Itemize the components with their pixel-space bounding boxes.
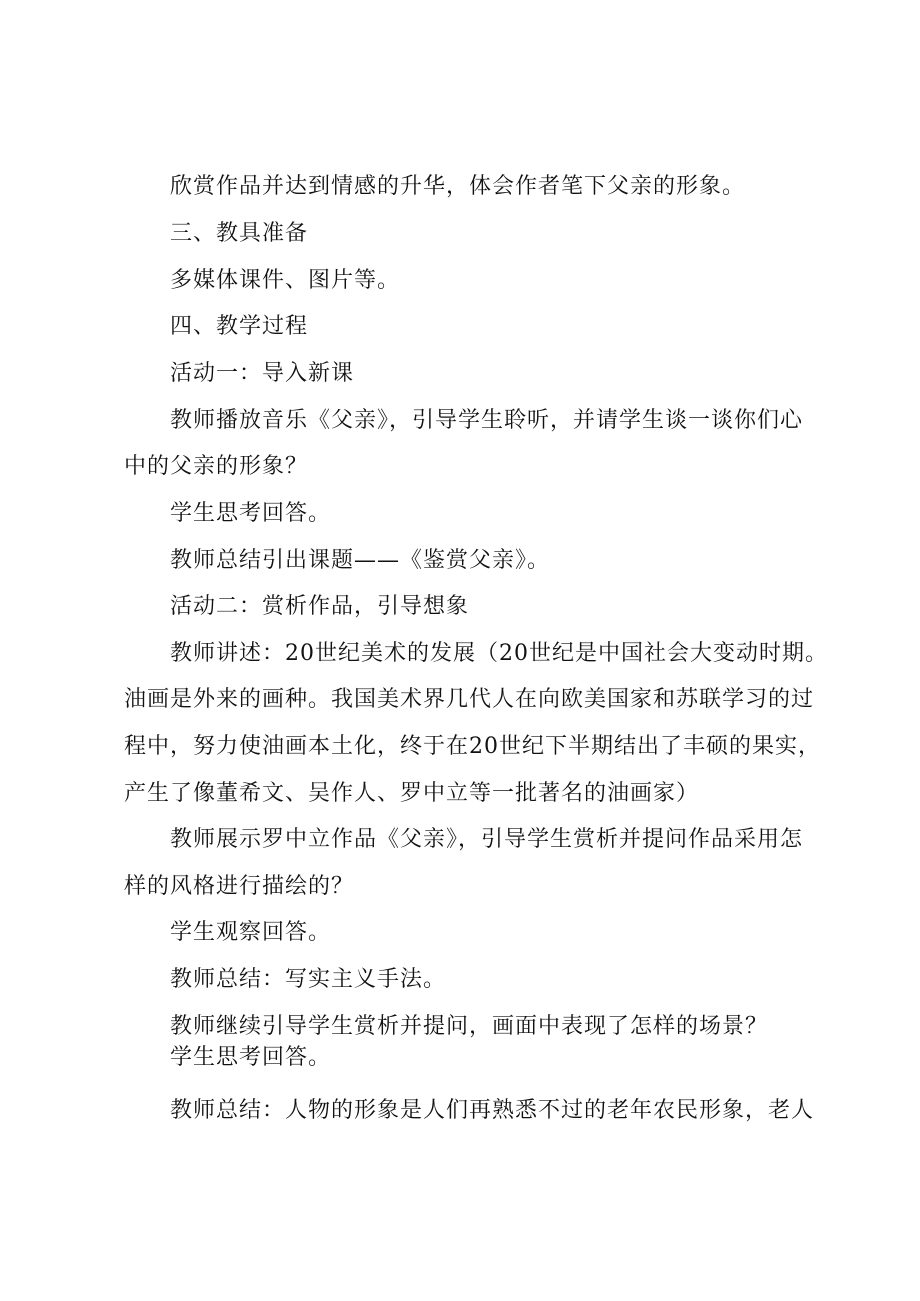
activity-heading-1: 活动一：导入新课 bbox=[170, 361, 355, 386]
paragraph-line: 程中，努力使油画本土化，终于在20世纪下半期结出了丰硕的果实， bbox=[124, 734, 821, 759]
section-heading-teaching-process: 四、教学过程 bbox=[170, 314, 309, 339]
paragraph-line: 欣赏作品并达到情感的升华，体会作者笔下父亲的形象。 bbox=[170, 174, 746, 199]
section-heading-teaching-aids: 三、教具准备 bbox=[170, 221, 309, 246]
paragraph-line: 油画是外来的画种。我国美术界几代人在向欧美国家和苏联学习的过 bbox=[124, 687, 815, 712]
activity-heading-2: 活动二：赏析作品，引导想象 bbox=[170, 594, 470, 619]
paragraph-line: 产生了像董希文、吴作人、罗中立等一批著名的油画家） bbox=[124, 781, 700, 806]
paragraph-line: 样的风格进行描绘的？ bbox=[124, 874, 355, 899]
paragraph-line: 学生思考回答。 bbox=[170, 1045, 332, 1070]
paragraph-line: 教师总结：人物的形象是人们再熟悉不过的老年农民形象，老人 bbox=[170, 1098, 815, 1123]
paragraph-line: 多媒体课件、图片等。 bbox=[170, 268, 401, 293]
paragraph-line: 教师讲述：20世纪美术的发展（20世纪是中国社会大变动时期。 bbox=[170, 641, 828, 666]
paragraph-line: 教师总结引出课题——《鉴赏父亲》。 bbox=[170, 548, 551, 573]
paragraph-line: 学生观察回答。 bbox=[170, 920, 332, 945]
paragraph-line: 教师展示罗中立作品《父亲》，引导学生赏析并提问作品采用怎 bbox=[170, 827, 804, 852]
paragraph-line: 中的父亲的形象？ bbox=[124, 454, 309, 479]
paragraph-line: 教师总结：写实主义手法。 bbox=[170, 967, 447, 992]
paragraph-line: 教师播放音乐《父亲》，引导学生聆听，并请学生谈一谈你们心 bbox=[170, 408, 804, 433]
paragraph-line: 学生思考回答。 bbox=[170, 501, 332, 526]
paragraph-line: 教师继续引导学生赏析并提问，画面中表现了怎样的场景？ bbox=[170, 1014, 769, 1039]
